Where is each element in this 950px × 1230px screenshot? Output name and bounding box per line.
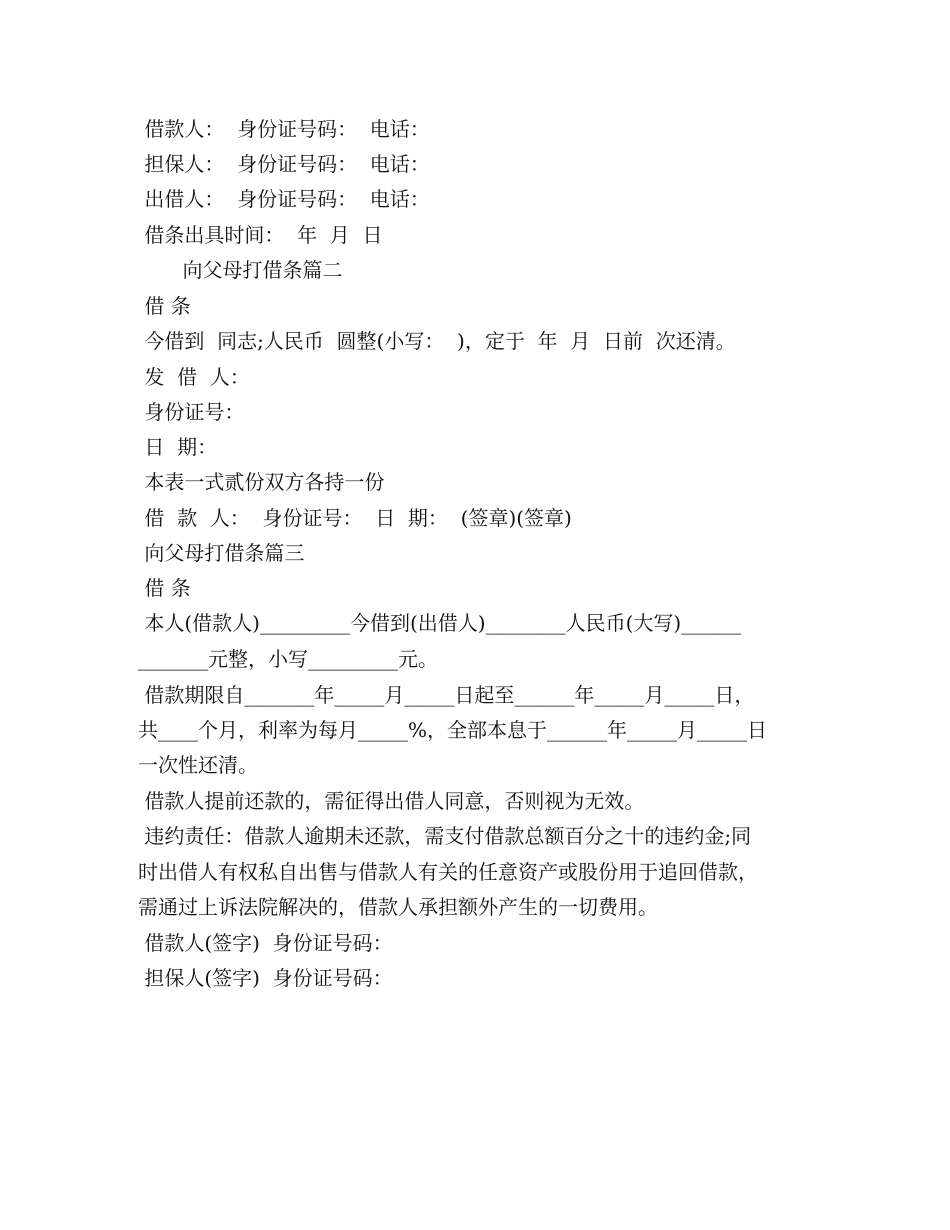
borrowing-statement-line-1: 本人(借款人)_________今借到(出借人)________人民币(大写)______: [138, 611, 742, 635]
issuer-line: 发 借 人：: [138, 365, 250, 389]
signature-row-line: 借 款 人： 身份证号： 日 期： (签章)(签章): [138, 506, 572, 530]
borrower-signature-line: 借款人(签字) 身份证号码：: [138, 931, 393, 955]
term-line-3: 一次性还清。: [138, 753, 258, 777]
iou-body-line: 今借到 同志;人民币 圆整(小写： )，定于 年 月 日前 次还清。: [138, 329, 736, 353]
liability-line-2: 时出借人有权私自出售与借款人有关的任意资产或股份用于追回借款，: [138, 860, 758, 884]
borrower-line: 借款人： 身份证号码： 电话：: [138, 117, 430, 141]
section-title-3: 向父母打借条篇三: [138, 541, 305, 565]
term-line-1: 借款期限自_______年_____月_____日起至______年_____月_____日，: [138, 683, 755, 707]
date-line: 日 期：: [138, 435, 218, 459]
term-line-2: 共____个月，利率为每月_____%，全部本息于______年_____月_____日: [138, 718, 768, 742]
issue-date-line: 借条出具时间： 年 月 日: [138, 223, 383, 247]
lender-line: 出借人： 身份证号码： 电话：: [138, 187, 430, 211]
early-repayment-line: 借款人提前还款的，需征得出借人同意，否则视为无效。: [138, 789, 645, 813]
iou-heading-2: 借 条: [138, 294, 191, 318]
section-title-2: 向父母打借条篇二: [138, 258, 343, 282]
liability-line-3: 需通过上诉法院解决的，借款人承担额外产生的一切费用。: [138, 895, 658, 919]
guarantor-signature-line: 担保人(签字) 身份证号码：: [138, 966, 393, 990]
iou-heading-3: 借 条: [138, 576, 191, 600]
liability-line-1: 违约责任：借款人逾期未还款，需支付借款总额百分之十的违约金;同: [138, 824, 752, 848]
id-number-line: 身份证号：: [138, 400, 245, 424]
guarantor-line: 担保人： 身份证号码： 电话：: [138, 152, 430, 176]
borrowing-statement-line-2: _______元整，小写_________元。: [138, 647, 438, 671]
copies-note-line: 本表一式贰份双方各持一份: [138, 470, 385, 494]
